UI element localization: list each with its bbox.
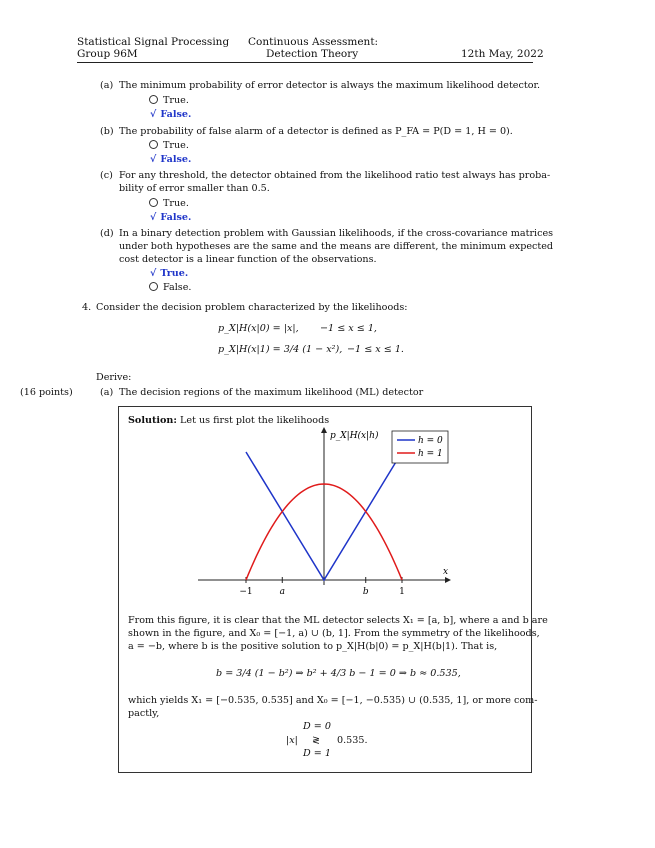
problem-intro: Consider the decision problem characterized by the likelihoods: (96, 302, 408, 313)
course-title: Statistical Signal Processing (77, 36, 230, 48)
option-false-selected[interactable]: √ False. (150, 109, 192, 120)
solution-para1-line3: a = −b, where b is the positive solution to p_X|H(b|0) = p_X|H(b|1). That is, (128, 641, 498, 652)
check-icon: √ (150, 154, 157, 165)
question-d-text-line2: under both hypotheses are the same and the means are different, the minimum expected (119, 241, 554, 252)
option-false-selected[interactable]: √ False. (150, 154, 192, 165)
x-tick-label: 1 (399, 587, 405, 597)
question-d-label: (d) (100, 228, 114, 239)
check-icon: √ (150, 268, 157, 279)
x-axis-arrow-icon (445, 577, 451, 583)
option-false[interactable]: False. (149, 281, 191, 294)
option-true[interactable]: True. (149, 94, 189, 107)
x-tick-label: b (362, 587, 369, 597)
part-a-label: (a) (100, 387, 114, 398)
question-b-label: (b) (100, 126, 114, 137)
decision-rule-abs: |x| (286, 735, 298, 746)
question-c-label: (c) (100, 170, 113, 181)
solution-equation: b = 3/4 (1 − b²) ⇒ b² + 4/3 b − 1 = 0 ⇒ b ≈ 0.535, (216, 668, 461, 679)
solution-para1-line2: shown in the figure, and X₀ = [−1, a) ∪ (b, 1]. From the symmetry of the likelihoods, (128, 628, 540, 639)
option-false-selected[interactable]: √ False. (150, 212, 192, 223)
group-label: Group 96M (77, 48, 138, 60)
likelihood-eq1-range: −1 ≤ x ≤ 1, (320, 323, 377, 334)
question-c-text-line1: For any threshold, the detector obtained from the likelihood ratio test always has proba- (119, 170, 551, 181)
solution-intro: Let us first plot the likelihoods (180, 415, 330, 426)
radio-circle-icon (149, 140, 158, 149)
x-axis-label: x (443, 567, 449, 577)
decision-rule-top: D = 0 (303, 721, 331, 732)
y-axis-arrow-icon (321, 427, 327, 433)
points-label: (16 points) (20, 387, 73, 398)
check-icon: √ (150, 109, 157, 120)
x-tick-label: a (279, 587, 285, 597)
radio-circle-icon (149, 198, 158, 207)
option-true[interactable]: True. (149, 197, 189, 210)
topic-label: Detection Theory (266, 48, 359, 60)
header-rule (77, 62, 533, 63)
decision-rule-threshold: 0.535. (337, 735, 368, 746)
likelihood-chart (190, 425, 460, 605)
decision-rule-symbol: ≷ (312, 735, 321, 746)
part-a-text: The decision regions of the maximum likelihood (ML) detector (119, 387, 424, 398)
solution-para2-line1: which yields X₁ = [−0.535, 0.535] and X₀ = [−1, −0.535) ∪ (0.535, 1], or more com- (128, 695, 538, 706)
question-a-text: The minimum probability of error detector is always the maximum likelihood detector. (119, 80, 541, 91)
option-true[interactable]: True. (149, 139, 189, 152)
radio-circle-icon (149, 95, 158, 104)
y-axis-label: p_X|H(x|h) (330, 431, 379, 441)
solution-title: Solution: (128, 415, 177, 426)
problem-number: 4. (82, 302, 92, 313)
likelihood-eq1: p_X|H(x|0) = |x|, (218, 323, 299, 334)
assessment-label: Continuous Assessment: (248, 36, 379, 48)
solution-para1-line1: From this figure, it is clear that the ML detector selects X₁ = [a, b], where a and b are (128, 615, 548, 626)
decision-rule-bottom: D = 1 (303, 748, 331, 759)
question-d-text-line3: cost detector is a linear function of the observations. (119, 254, 377, 265)
likelihood-eq2: p_X|H(x|1) = 3/4 (1 − x²), (218, 344, 343, 355)
solution-para2-line2: pactly, (128, 708, 160, 719)
date-label: 12th May, 2022 (461, 48, 544, 60)
derive-label: Derive: (96, 372, 132, 383)
question-a-label: (a) (100, 80, 114, 91)
legend-label: h = 0 (418, 436, 443, 446)
legend-label: h = 1 (418, 449, 443, 459)
question-d-text-line1: In a binary detection problem with Gaussian likelihoods, if the cross-covariance matrices (119, 228, 554, 239)
radio-circle-icon (149, 282, 158, 291)
x-tick-label: −1 (239, 587, 253, 597)
option-true-selected[interactable]: √ True. (150, 268, 189, 279)
likelihood-eq2-range: −1 ≤ x ≤ 1. (347, 344, 404, 355)
question-c-text-line2: bility of error smaller than 0.5. (119, 183, 270, 194)
question-b-text: The probability of false alarm of a detector is defined as P_FA = P(D = 1, H = 0). (119, 126, 513, 137)
check-icon: √ (150, 212, 157, 223)
